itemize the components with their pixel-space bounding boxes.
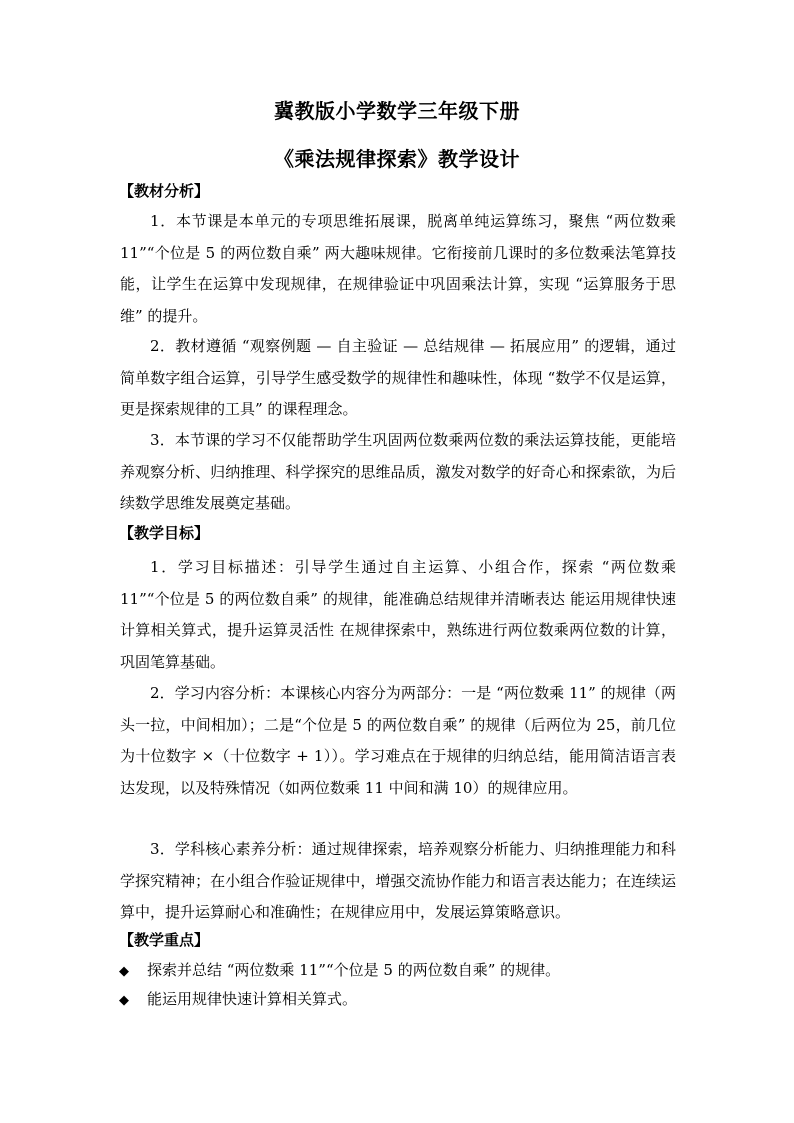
- analysis-paragraph-2: 2．教材遵循 “观察例题 — 自主验证 — 总结规律 — 拓展应用” 的逻辑，通过简单数字组合运算，引导学生感受数学的规律性和趣味性，体现 “数学不仅是运算，更是探索规律的工具” 的课程理念。: [120, 337, 676, 418]
- section-heading-goals: 【教学目标】: [119, 524, 210, 542]
- document-title: 冀教版小学数学三年级下册: [274, 99, 520, 123]
- key-point-item: [119, 959, 560, 983]
- analysis-paragraph-3: 3．本节课的学习不仅能帮助学生巩固两位数乘两位数的乘法运算技能，更能培养观察分析、归纳推理、科学探究的思维品质，激发对数学的好奇心和探索欲，为后续数学思维发展奠定基础。: [120, 431, 676, 512]
- diamond-bullet-icon: ◆: [119, 993, 129, 1008]
- document-subtitle: 《乘法规律探索》教学设计: [274, 147, 520, 171]
- goals-paragraph-2: 2．学习内容分析：本课核心内容分为两部分：一是 “两位数乘 11” 的规律（两头一拉，中间相加）；二是“个位是 5 的两位数自乘” 的规律（后两位为 25，前几位为十位数字 ×（十位数字 + 1））。学习难点在于规律的归纳总结，能用简洁语言表达发现，以及特殊情况（如两位数乘 11 中间和满 10）的规律应用。: [120, 684, 676, 797]
- key-point-text: 能运用规律快速计算相关算式。: [147, 990, 358, 1008]
- goals-paragraph-1: 1．学习目标描述：引导学生通过自主运算、小组合作，探索 “两位数乘 11”“个位是 5 的两位数自乘” 的规律，能准确总结规律并清晰表达 能运用规律快速计算相关算式，提升运算灵活性 在规律探索中，熟练进行两位数乘两位数的计算，巩固笔算基础。: [120, 558, 676, 671]
- key-point-item: [119, 988, 357, 1012]
- section-heading-analysis: 【教材分析】: [119, 182, 210, 200]
- goals-paragraph-3: 3．学科核心素养分析：通过规律探索，培养观察分析能力、归纳推理能力和科学探究精神；在小组合作验证规律中，增强交流协作能力和语言表达能力；在连续运算中，提升运算耐心和准确性；在规律应用中，发展运算策略意识。: [120, 840, 676, 921]
- analysis-paragraph-1: 1．本节课是本单元的专项思维拓展课，脱离单纯运算练习，聚焦 “两位数乘 11”“个位是 5 的两位数自乘” 两大趣味规律。它衔接前几课时的多位数乘法笔算技能，让学生在运算中发现规律，在规律验证中巩固乘法计算，实现 “运算服务于思维” 的提升。: [120, 212, 676, 325]
- diamond-bullet-icon: ◆: [119, 964, 129, 979]
- section-heading-key-points: 【教学重点】: [119, 931, 210, 949]
- key-point-text: 探索并总结 “两位数乘 11”“个位是 5 的两位数自乘” 的规律。: [147, 961, 561, 979]
